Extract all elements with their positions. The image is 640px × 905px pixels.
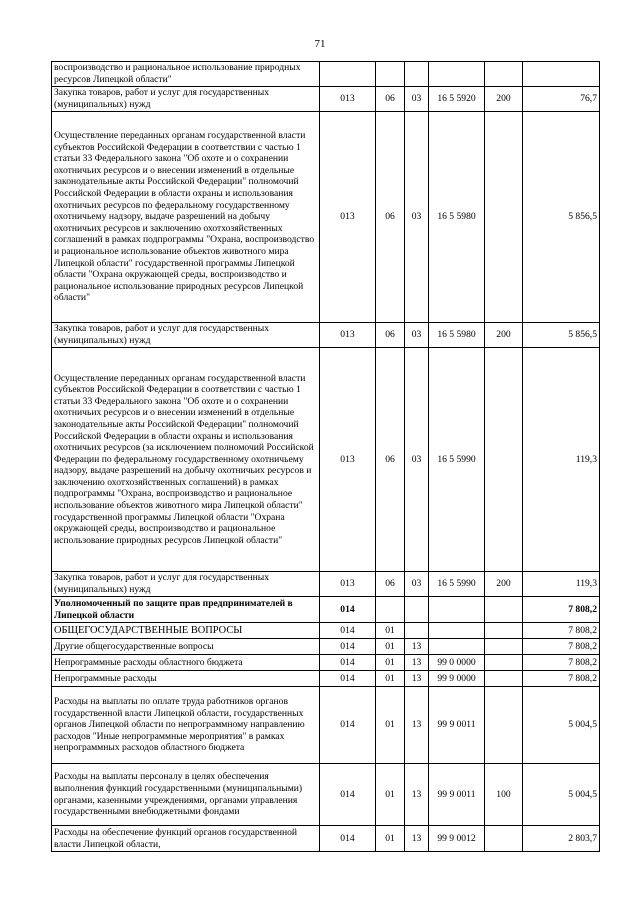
row-target-article [429,639,485,655]
page-number: 71 [314,38,326,50]
row-section: 01 [376,623,405,639]
row-admin-code: 014 [320,655,376,671]
row-amount: 7 808,2 [523,597,600,623]
row-name: воспроизводство и рациональное использование природных ресурсов Липецкой области" [52,62,320,87]
row-subsection [405,623,429,639]
table-row [52,655,600,671]
row-admin-code: 014 [320,597,376,623]
row-target-article: 99 9 0000 [429,671,485,687]
row-subsection: 13 [405,764,429,826]
row-section: 01 [376,687,405,764]
row-subsection: 13 [405,655,429,671]
table-row [52,826,600,852]
row-amount: 119,3 [523,572,600,597]
row-amount: 7 808,2 [523,655,600,671]
row-expense-type [485,112,523,323]
budget-table [51,61,600,852]
row-subsection [405,597,429,623]
row-amount: 76,7 [523,87,600,112]
table-row [52,112,600,323]
row-section [376,62,405,87]
row-section: 01 [376,826,405,852]
table-row [52,764,600,826]
row-admin-code: 014 [320,671,376,687]
row-expense-type [485,348,523,572]
row-section: 06 [376,323,405,348]
row-section: 01 [376,671,405,687]
row-subsection: 03 [405,112,429,323]
row-admin-code: 013 [320,323,376,348]
row-admin-code: 013 [320,572,376,597]
row-admin-code: 014 [320,764,376,826]
row-subsection: 13 [405,826,429,852]
row-name: Непрограммные расходы [52,671,320,687]
row-expense-type: 200 [485,87,523,112]
row-section: 01 [376,764,405,826]
table-row [52,671,600,687]
row-amount [523,62,600,87]
row-amount: 119,3 [523,348,600,572]
row-target-article: 99 9 0011 [429,764,485,826]
row-name: Расходы на выплаты по оплате труда работников органов государственной власти Липецкой области, государственных органов Липецкой области по непрограммному направлению расходов "Иные непрограммные мероприятия" в рамках непрограммных расходов областного бюджета [52,687,320,764]
row-name: Расходы на выплаты персоналу в целях обеспечения выполнения функций государственными (муниципальными) органами, казенными учреждениями, органами управления государственными внебюджетными фондами [52,764,320,826]
row-admin-code: 014 [320,687,376,764]
row-expense-type [485,671,523,687]
row-expense-type [485,62,523,87]
row-admin-code: 014 [320,623,376,639]
row-section: 01 [376,655,405,671]
row-name: ОБЩЕГОСУДАРСТВЕННЫЕ ВОПРОСЫ [52,623,320,639]
table-row [52,623,600,639]
table-row [52,687,600,764]
row-admin-code: 013 [320,112,376,323]
row-name: Закупка товаров, работ и услуг для государственных (муниципальных) нужд [52,87,320,112]
row-admin-code: 014 [320,826,376,852]
row-expense-type [485,655,523,671]
row-target-article: 99 0 0000 [429,655,485,671]
row-expense-type [485,826,523,852]
row-target-article [429,623,485,639]
row-name: Закупка товаров, работ и услуг для государственных (муниципальных) нужд [52,572,320,597]
row-subsection: 03 [405,572,429,597]
row-name: Осуществление переданных органам государственной власти субъектов Российской Федерации в соответствии с частью 1 статьи 33 Федерального закона "Об охоте и о сохранении охотничьих ресурсов и о внесении изменений в отдельные законодательные акты Российской Федерации" полномочий Российской Федерации в области охраны и использования охотничьих ресурсов (за исключением полномочий Российской Федерации по федеральному государственному охотничьему надзору, выдаче разрешений на добычу охотничьих ресурсов и заключению охотхозяйственных соглашений) в рамках подпрограммы "Охрана, воспроизводство и рациональное использование объектов животного мира Липецкой области" государственной программы Липецкой области "Охрана окружающей среды, воспроизводство и рациональное использование природных ресурсов Липецкой области" [52,348,320,572]
table-row [52,87,600,112]
row-name: Расходы на обеспечение функций органов государственной власти Липецкой области, [52,826,320,852]
row-subsection: 03 [405,348,429,572]
table-row [52,348,600,572]
row-target-article: 16 5 5990 [429,572,485,597]
row-amount: 5 856,5 [523,323,600,348]
row-expense-type [485,687,523,764]
table-row [52,597,600,623]
table-row [52,639,600,655]
table-row [52,323,600,348]
row-section: 06 [376,87,405,112]
row-amount: 2 803,7 [523,826,600,852]
row-section [376,597,405,623]
row-section: 06 [376,112,405,323]
row-amount: 5 856,5 [523,112,600,323]
table-row [52,572,600,597]
row-target-article: 16 5 5980 [429,112,485,323]
row-amount: 5 004,5 [523,764,600,826]
row-target-article: 16 5 5990 [429,348,485,572]
row-subsection: 03 [405,87,429,112]
row-target-article: 99 9 0011 [429,687,485,764]
row-amount: 7 808,2 [523,623,600,639]
row-target-article [429,597,485,623]
row-expense-type: 100 [485,764,523,826]
row-section: 01 [376,639,405,655]
row-admin-code: 013 [320,87,376,112]
row-expense-type [485,597,523,623]
row-admin-code: 013 [320,348,376,572]
row-amount: 7 808,2 [523,671,600,687]
row-subsection: 13 [405,687,429,764]
row-amount: 5 004,5 [523,687,600,764]
row-name: Другие общегосударственные вопросы [52,639,320,655]
row-expense-type [485,623,523,639]
row-name: Закупка товаров, работ и услуг для государственных (муниципальных) нужд [52,323,320,348]
row-target-article: 16 5 5980 [429,323,485,348]
row-section: 06 [376,348,405,572]
row-target-article [429,62,485,87]
row-admin-code [320,62,376,87]
row-subsection: 13 [405,639,429,655]
row-expense-type [485,639,523,655]
table-row [52,62,600,87]
row-target-article: 16 5 5920 [429,87,485,112]
row-expense-type: 200 [485,572,523,597]
row-amount: 7 808,2 [523,639,600,655]
row-subsection: 13 [405,671,429,687]
row-subsection: 03 [405,323,429,348]
row-name: Осуществление переданных органам государственной власти субъектов Российской Федерации в соответствии с частью 1 статьи 33 Федерального закона "Об охоте и о сохранении охотничьих ресурсов и о внесении изменений в отдельные законодательные акты Российской Федерации" полномочий Российской Федерации в области охраны и использования охотничьих ресурсов по федеральному государственному охотничьему надзору, выдаче разрешений на добычу охотничьих ресурсов и заключению охотхозяйственных соглашений в рамках подпрограммы "Охрана, воспроизводство и рациональное использование объектов животного мира Липецкой области" государственной программы Липецкой области "Охрана окружающей среды, воспроизводство и рациональное использование природных ресурсов Липецкой области" [52,112,320,323]
row-name: Уполномоченный по защите прав предпринимателей в Липецкой области [52,597,320,623]
row-expense-type: 200 [485,323,523,348]
row-admin-code: 014 [320,639,376,655]
row-target-article: 99 9 0012 [429,826,485,852]
row-section: 06 [376,572,405,597]
row-subsection [405,62,429,87]
row-name: Непрограммные расходы областного бюджета [52,655,320,671]
